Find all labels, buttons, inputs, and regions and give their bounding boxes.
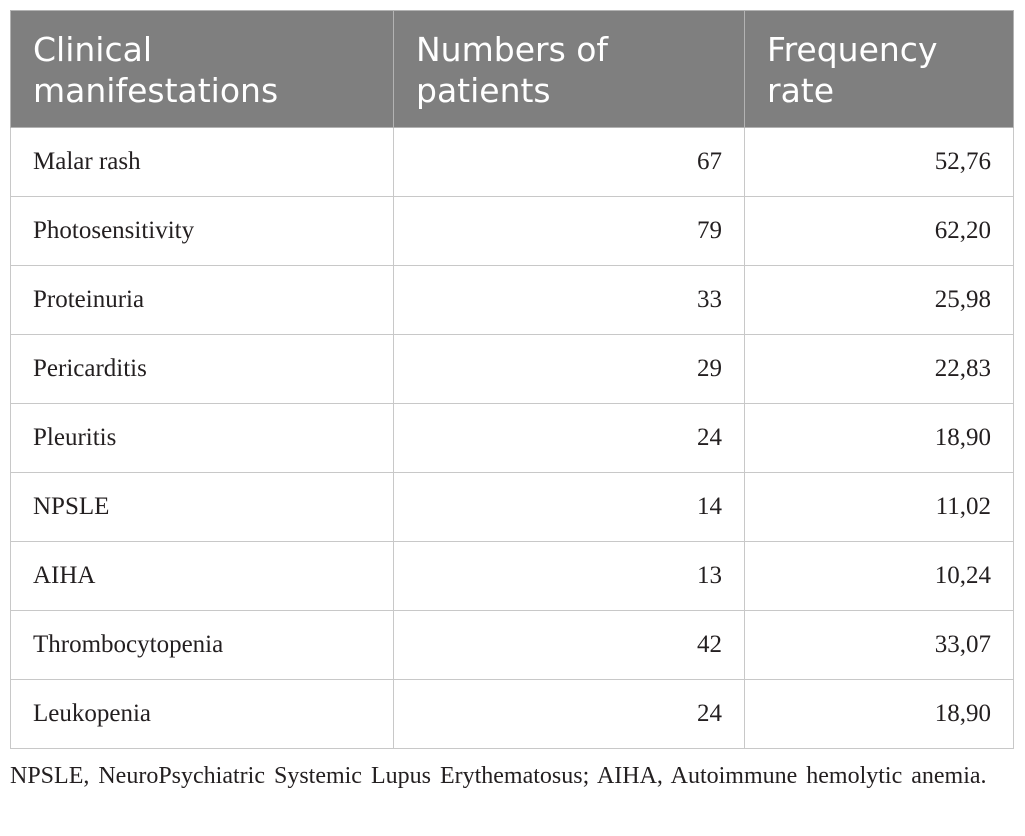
patients-cell: 33 xyxy=(394,266,745,335)
patients-cell: 13 xyxy=(394,542,745,611)
table-footnote: NPSLE, NeuroPsychiatric Systemic Lupus Erythematosus; AIHA, Autoimmune hemolytic anemia. xyxy=(10,763,987,789)
table-header xyxy=(11,11,1014,128)
rate-cell: 22,83 xyxy=(745,335,1014,404)
rate-cell: 62,20 xyxy=(745,197,1014,266)
table-row xyxy=(11,335,1014,404)
table-row xyxy=(11,197,1014,266)
table-row xyxy=(11,473,1014,542)
header-clinical-manifestations: Clinical manifestations xyxy=(11,11,394,128)
manifestation-cell: Pleuritis xyxy=(11,404,394,473)
rate-cell: 52,76 xyxy=(745,128,1014,197)
patients-cell: 24 xyxy=(394,404,745,473)
table-row xyxy=(11,266,1014,335)
table-body xyxy=(11,128,1014,749)
patients-cell: 24 xyxy=(394,680,745,749)
manifestation-cell: Malar rash xyxy=(11,128,394,197)
table-row xyxy=(11,128,1014,197)
clinical-manifestations-table-container xyxy=(10,10,1013,749)
rate-cell: 10,24 xyxy=(745,542,1014,611)
table-row xyxy=(11,611,1014,680)
header-frequency-rate: Frequency rate xyxy=(745,11,1014,128)
manifestation-cell: Pericarditis xyxy=(11,335,394,404)
table-row xyxy=(11,404,1014,473)
manifestation-cell: Photosensitivity xyxy=(11,197,394,266)
table-row xyxy=(11,680,1014,749)
rate-cell: 18,90 xyxy=(745,680,1014,749)
rate-cell: 25,98 xyxy=(745,266,1014,335)
patients-cell: 67 xyxy=(394,128,745,197)
manifestation-cell: Thrombocytopenia xyxy=(11,611,394,680)
clinical-manifestations-table xyxy=(10,10,1014,749)
manifestation-cell: AIHA xyxy=(11,542,394,611)
table-row xyxy=(11,542,1014,611)
patients-cell: 42 xyxy=(394,611,745,680)
manifestation-cell: Proteinuria xyxy=(11,266,394,335)
rate-cell: 18,90 xyxy=(745,404,1014,473)
rate-cell: 33,07 xyxy=(745,611,1014,680)
header-row xyxy=(11,11,1014,128)
manifestation-cell: NPSLE xyxy=(11,473,394,542)
patients-cell: 29 xyxy=(394,335,745,404)
manifestation-cell: Leukopenia xyxy=(11,680,394,749)
rate-cell: 11,02 xyxy=(745,473,1014,542)
patients-cell: 79 xyxy=(394,197,745,266)
header-numbers-of-patients: Numbers of patients xyxy=(394,11,745,128)
patients-cell: 14 xyxy=(394,473,745,542)
